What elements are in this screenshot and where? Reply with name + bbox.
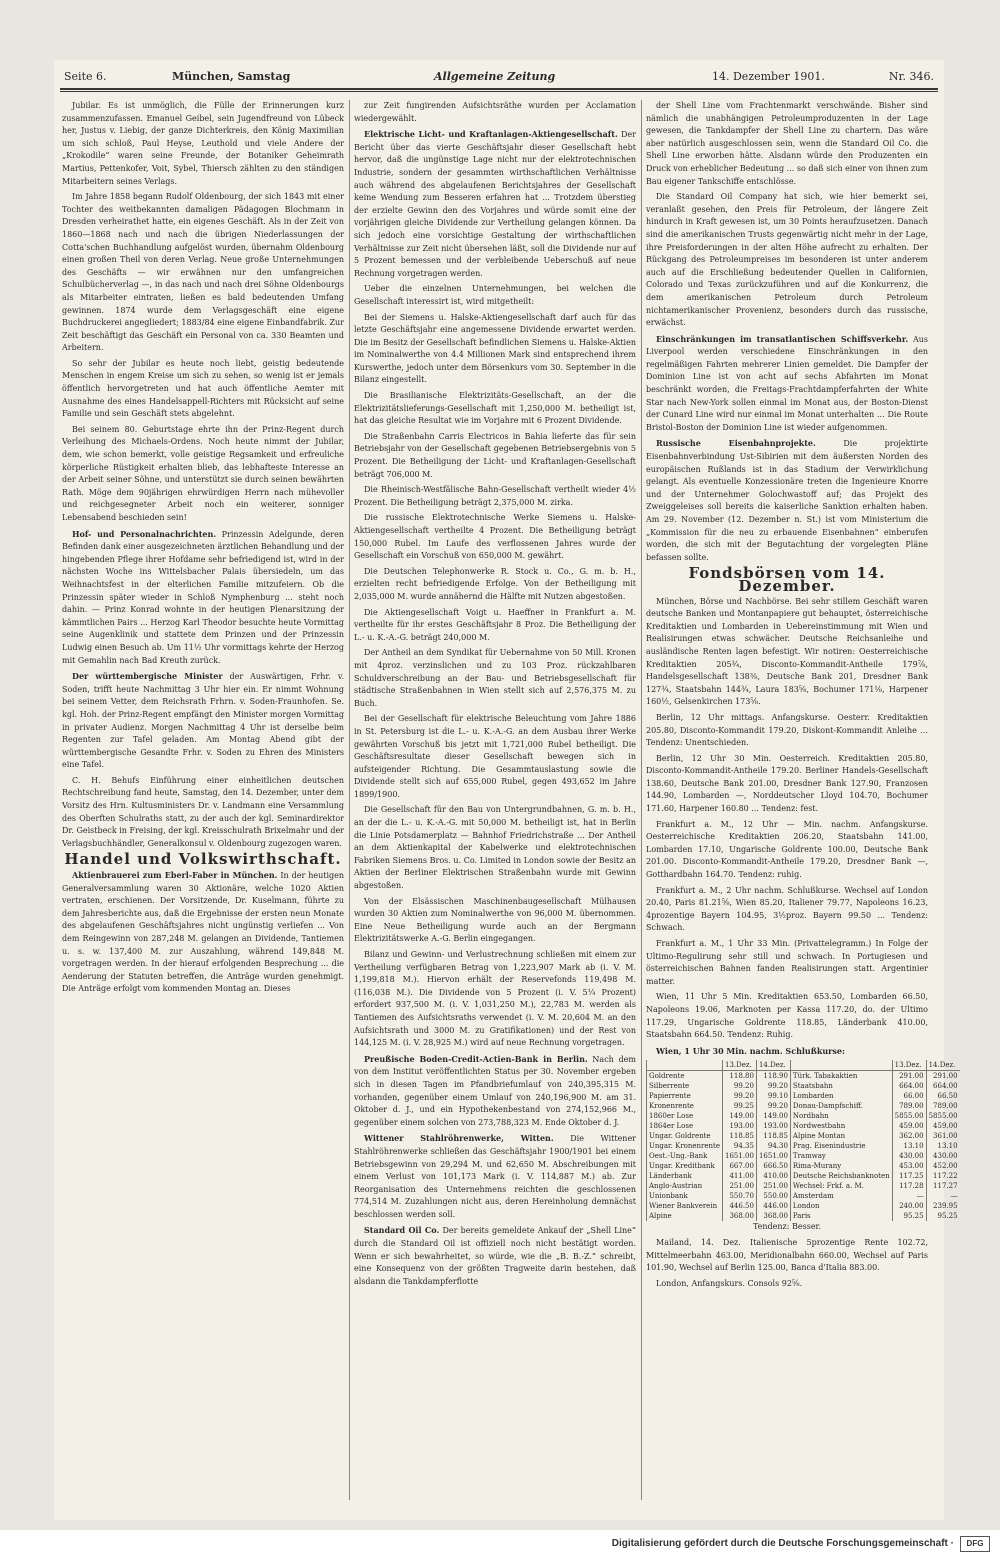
article-heading: Preußische Boden-Credit-Actien-Bank in Berlin.: [364, 1053, 588, 1064]
table-row: [647, 1081, 960, 1091]
table-cell: 117.28: [892, 1181, 926, 1191]
page-label: Seite 6.: [64, 70, 107, 83]
section-title: Fondsbörsen vom 14. Dezember.: [688, 564, 886, 595]
article-text: Die Wittener Stahlröhrenwerke schließen das Geschäftsjahr 1900/1901 bei einem Betriebsgewinn von 29,294 M. und 62,650 M. Abschreibungen mit einem Verlust von 101,173 Mark (i. V. 114,887 M.) ab. Zur Reorganisation des Unternehmens reichten die geschlossenen 774,514 M. Zuzahlungen nicht aus, deren Hereinholung demnächst beschlossen werden soll.: [354, 1134, 636, 1219]
article-text: Die russische Elektrotechnische Werke Siemens u. Halske-Aktiengesellschaft vertheilte 4 Prozent. Die Betheiligung beträgt 150,000 Rubel. Im Laufe des verflossenen Jahres wurde der Gesellschaft ein Vorschuß von 650,000 M. gewährt.: [354, 513, 636, 561]
table-cell: Rima-Murany: [790, 1161, 892, 1171]
table-cell: 118.90: [756, 1071, 790, 1082]
column-separator: [641, 100, 642, 1500]
table-row: [647, 1071, 960, 1082]
table-cell: London: [790, 1201, 892, 1211]
table-cell: Papierrente: [647, 1091, 723, 1101]
table-cell: Silberrente: [647, 1081, 723, 1091]
table-cell: 666.50: [756, 1161, 790, 1171]
table-header-cell: [647, 1060, 723, 1071]
column-1: [62, 100, 344, 1500]
table-cell: Kronenrente: [647, 1101, 723, 1111]
stock-table: [646, 1060, 960, 1221]
table-cell: Alpine Montan: [790, 1131, 892, 1141]
article-text: Von der Elsässischen Maschinenbaugesellschaft Mülhausen wurden 30 Aktien zum Nominalwerthe von 96,000 M. übernommen. Eine Neue Betheiligung wurde auch an der Bergmann Elektrizitätswerke A.-G. Berlin eingegangen.: [354, 896, 636, 944]
newspaper-title: Allgemeine Zeitung: [434, 70, 556, 83]
table-row: [647, 1211, 960, 1221]
table-cell: 664.00: [926, 1081, 959, 1091]
table-cell: Nordwestbahn: [790, 1121, 892, 1131]
table-cell: 118.80: [723, 1071, 757, 1082]
dfg-logo: DFG: [960, 1536, 990, 1552]
table-header-cell: 13.Dez.: [723, 1060, 757, 1071]
table-row: [647, 1181, 960, 1191]
table-cell: 149.00: [723, 1111, 757, 1121]
table-cell: 239.95: [926, 1201, 959, 1211]
table-row: [647, 1161, 960, 1171]
table-cell: Donau-Dampfschiff.: [790, 1101, 892, 1111]
table-cell: 368.00: [756, 1211, 790, 1221]
table-cell: 117.27: [926, 1181, 959, 1191]
column-separator: [349, 100, 350, 1500]
table-cell: 459.00: [926, 1121, 959, 1131]
article-text: der Auswärtigen, Frhr. v. Soden, trifft heute Nachmittag 3 Uhr hier ein. Er nimmt Wohnung bei seinem Vetter, dem Reichsrath Frhrn. v. Soden-Fraunhofen. Se. kgl. Hoh. der Prinz-Regent empfängt den Minister morgen Vormittag in privater Audienz. Morgen Nachmittag 4 Uhr ist derselbe beim Regenten zur Tafel geladen. Am Montag Abend gibt der württembergische Gesandte Frhr. v. Soden zu Ehren des Ministers eine Tafel.: [62, 672, 344, 770]
table-cell: Wiener Bankverein: [647, 1201, 723, 1211]
table-row: [647, 1091, 960, 1101]
table-cell: Tramway: [790, 1151, 892, 1161]
article-text: zur Zeit fungirenden Aufsichtsräthe wurden per Acclamation wiedergewählt.: [354, 101, 636, 123]
table-cell: 149.00: [756, 1111, 790, 1121]
header-rule-thin: [60, 91, 938, 92]
article-text: Die Deutschen Telephonwerke R. Stock u. Co., G. m. b. H., erzielten recht befriedigende Erfolge. Von der Betheiligung mit 2,035,000 M. wurde annähernd die Hälfte mit Nutzen abgestoßen.: [354, 566, 636, 601]
article-text: Die Gesellschaft für den Bau von Untergrundbahnen, G. m. b. H., an der die L.- u. K.-A.-G. mit 50,000 M. betheiligt ist, hat in Berlin die Linie Potsdamerplatz — Bahnhof Friedrichstraße ... Der Antheil an dem Aktienkapital der Kabelwerke und elektrotechnischen Fabriken Siemens Bros. u. Co. Limited in London sowie der Besitz an Aktien der Berliner Elektrischen Straßenbahn wurde mit Gewinn abgestoßen.: [354, 805, 636, 891]
masthead: [64, 66, 934, 90]
table-cell: 117.25: [892, 1171, 926, 1181]
table-cell: 1860er Lose: [647, 1111, 723, 1121]
table-caption: Wien, 1 Uhr 30 Min. nachm. Schlußkurse:: [656, 1045, 845, 1056]
table-cell: Unionbank: [647, 1191, 723, 1201]
table-cell: Ungar. Kreditbank: [647, 1161, 723, 1171]
table-cell: 789.00: [926, 1101, 959, 1111]
table-cell: Oest.-Ung.-Bank: [647, 1151, 723, 1161]
table-cell: 99.20: [756, 1081, 790, 1091]
table-cell: 667.00: [723, 1161, 757, 1171]
table-cell: 99.25: [723, 1101, 757, 1111]
table-cell: Türk. Tabakaktien: [790, 1071, 892, 1082]
section-title: Handel und Volkswirthschaft.: [64, 850, 342, 869]
article-text: Der Bericht über das vierte Geschäftsjahr dieser Gesellschaft hebt hervor, daß die ungünstige Lage nicht nur der elektrotechnischen Industrie, sondern der gesammten wirthschaftlichen Verhältnisse auch während des abgelaufenen Berichtsjahres der Gesellschaft keine Wendung zum Besseren erfahren hat ... Trotzdem überstieg der erzielte Gewinn den des Vorjahres und würde somit eine der vorjährigen gleiche Dividende zur Vertheilung gelangen können. Da sich jedoch eine vorsichtige Gestaltung der wirthschaftlichen Verhältnisse zur Zeit nicht übersehen läßt, soll die Dividende nur auf 5 Prozent bemessen und der verbleibende Ueberschuß auf neue Rechnung vorgetragen werden.: [354, 130, 636, 278]
table-cell: 95.25: [892, 1211, 926, 1221]
table-cell: Paris: [790, 1211, 892, 1221]
table-cell: 368.00: [723, 1211, 757, 1221]
article-heading: Russische Eisenbahnprojekte.: [656, 438, 816, 449]
location-day: München, Samstag: [172, 70, 291, 83]
column-2: [354, 100, 636, 1500]
article-text: Bei der Siemens u. Halske-Aktiengesellschaft darf auch für das letzte Geschäftsjahr eine angemessene Dividende erwartet werden. Die im Besitz der Gesellschaft befindlichen Siemens u. Halske-Aktien im Nominalwerthe von 4.4 Millionen Mark sind entsprechend ihrem Kurswerthe, jedoch unter dem Börsenkurs vom 30. September in die Bilanz eingestellt.: [354, 312, 636, 385]
table-cell: —: [892, 1191, 926, 1201]
table-cell: 95.25: [926, 1211, 959, 1221]
table-cell: 66.50: [926, 1091, 959, 1101]
table-cell: 361.00: [926, 1131, 959, 1141]
table-cell: 550.00: [756, 1191, 790, 1201]
table-cell: 99.20: [723, 1081, 757, 1091]
table-cell: 430.00: [892, 1151, 926, 1161]
table-cell: Amsterdam: [790, 1191, 892, 1201]
table-cell: 453.00: [892, 1161, 926, 1171]
table-cell: 66.00: [892, 1091, 926, 1101]
table-row: [647, 1141, 960, 1151]
table-cell: 459.00: [892, 1121, 926, 1131]
article-text: Die Brasilianische Elektrizitäts-Gesellschaft, an der die Elektrizitätslieferungs-Gesellschaft mit 1,250,000 M. betheiligt ist, hat das gleiche Resultat wie im Vorjahre mit 6 Prozent Dividende.: [354, 391, 636, 426]
table-cell: Ungar. Kronenrente: [647, 1141, 723, 1151]
article-heading: Hof- und Personalnachrichten.: [72, 528, 217, 539]
article-text: Die Straßenbahn Carris Electricos in Bahia lieferte das für sein Betriebsjahr von der Gesellschaft gegebenen Betriebsergebnis von 5 Prozent. Die Betheiligung der Licht- und Kraftanlagen-Gesellschaft beträgt 706,000 M.: [354, 431, 636, 479]
table-header-cell: [790, 1060, 892, 1071]
table-cell: Alpine: [647, 1211, 723, 1221]
table-cell: 411.00: [723, 1171, 757, 1181]
table-cell: 94.30: [756, 1141, 790, 1151]
article-text: München, Börse und Nachbörse. Bei sehr stillem Geschäft waren deutsche Banken und Montanpapiere gut behauptet, österreichische Kreditaktien und Lombarden in Uebereinstimmung mit Wien und Realisirungen etwas schwächer. Deutsche Reichsanleihe und ausländische Renten lagen befestigt. Wir notiren: Oesterreichische Kreditaktien 205¾, Disconto-Kommandit-Antheile 179⅞, Handelsgesellschaft 138⅜, Deutsche Bank 201, Dresdner Bank 127¾, Staatsbahn 144¾, Laura 183⅝, Bochumer 171⅛, Harpener 160½, Gelsenkirchen 173⅝.: [646, 596, 928, 707]
table-cell: 118.85: [756, 1131, 790, 1141]
table-cell: 1651.00: [723, 1151, 757, 1161]
article-text: Nach dem von dem Institut veröffentlichten Status per 30. November ergeben sich in diesen Tagen im Pfandbriefumlauf von 240,395,315 M. vorhanden, gegenüber einem Umlauf von 240,196,900 M. am 31. Oktober d. J., und ein Hypothekenbestand von 274,152,966 M., gegenüber einem solchen von 273,788,323 M. Ende Oktober d. J.: [354, 1054, 637, 1127]
table-cell: 362.00: [892, 1131, 926, 1141]
table-cell: Goldrente: [647, 1071, 723, 1082]
table-cell: 99.10: [756, 1091, 790, 1101]
table-cell: 430.00: [926, 1151, 959, 1161]
table-cell: Wechsel: Frkf. a. M.: [790, 1181, 892, 1191]
article-text: Bei der Gesellschaft für elektrische Beleuchtung vom Jahre 1886 in St. Petersburg ist die L.- u. K.-A.-G. an dem Ausbau ihrer Werke gewährten Vorschuß bis jetzt mit 1,721,000 Rubel betheiligt. Die Geschäftsresultate dieser Gesellschaft bewegen sich in aufsteigender Richtung. Die Gesammtauslastung sowie die Dividende stellt sich auf 655,000 Rubel, gegen 493,652 im Jahre 1899/1900.: [354, 714, 636, 799]
table-cell: 118.85: [723, 1131, 757, 1141]
table-cell: Staatsbahn: [790, 1081, 892, 1091]
article-text: Die projektirte Eisenbahnverbindung Ust-Sibirien mit dem äußersten Norden des europäischen Rußlands ist in das Stadium der Verwirklichung gelangt. Als eventuelle Konzessionäre treten die Ingenieure Knorre und der Unternehmer Golochwastoff auf; das Projekt des Zweiggeleises soll bereits die kaiserliche Sanktion erhalten haben. Am 29. November (12. Dezember n. St.) ist vom Ministerium die „Kommission für die neu zu erbauende Eisenbahnen“ einberufen worden, die sich mit der Begutachtung der vorgelegten Pläne befassen sollte.: [646, 439, 928, 562]
article-text: Aus Liverpool werden verschiedene Einschränkungen in den regelmäßigen Fahrten mehrerer Linien gemeldet. Die Dampfer der Dominion Line ist von acht auf sechs Abfahrten im Monat beschränkt worden, die Freitags-Frachtdampferfahrten der White Star nach New-York sollen einmal im Monat aus, der Boston-Dienst der Cunard Line wird nur einmal im Monat unterhalten ... Die Route Bristol-Boston der Dominion Line ist wieder aufgenommen.: [646, 334, 928, 432]
table-header-row: [647, 1060, 960, 1071]
table-cell: 5855.00: [892, 1111, 926, 1121]
article-text: Ueber die einzelnen Unternehmungen, bei welchen die Gesellschaft interessirt ist, wird mitgetheilt:: [354, 284, 636, 306]
footer-bar: [0, 1530, 1000, 1556]
table-cell: 410.00: [756, 1171, 790, 1181]
article-heading: Einschränkungen im transatlantischen Schiffsverkehr.: [656, 333, 909, 344]
table-header-cell: 13.Dez.: [892, 1060, 926, 1071]
table-cell: 13.10: [926, 1141, 959, 1151]
table-cell: 446.00: [756, 1201, 790, 1211]
issue-date: 14. Dezember 1901.: [712, 70, 825, 83]
table-cell: 240.00: [892, 1201, 926, 1211]
table-header-cell: 14.Dez.: [926, 1060, 959, 1071]
table-cell: 550.70: [723, 1191, 757, 1201]
table-cell: Lombarden: [790, 1091, 892, 1101]
table-row: [647, 1151, 960, 1161]
article-text: C. H. Behufs Einführung einer einheitlichen deutschen Rechtschreibung fand heute, Samstag, den 14. Dezember, unter dem Vorsitz des Hrn. Kultusministers Dr. v. Landmann eine Versammlung des Oberften Schulraths statt, zu der auch der kgl. Seminardirektor Dr. Geistbeck in Freising, der kgl. Kreisschulrath Brixelmahr und der Verlagsbuchhändler, Generalkonsul v. Oldenbourg zugezogen waren.: [62, 775, 344, 848]
article-text: Prinzessin Adelgunde, deren Befinden dank einer ausgezeichneten ärztlichen Behandlung und der hingebenden Pflege ihrer Hofdame sehr befriedigend ist, wird in der nächsten Woche ins Wittelsbacher Palais übersiedeln, um das Weihnachtsfest in der elterlichen Familie mitzufeiern. Ob die Prinzessin später wieder in Schloß Nymphenburg ... steht noch dahin. — Prinz Konrad wohnte in der heutigen Plenarsitzung der kämmtlichen Pairs ... Herzog Karl Theodor besuchte heute Vormittag seine Augenklinik und stattete dem Prinzen und der Prinzessin Ludwig einen Besuch ab. Um 11½ Uhr vormittags kehrte der Herzog mit Gemahlin nach Bad Kreuth zurück.: [62, 529, 344, 665]
article-text: der Shell Line vom Frachtenmarkt verschwände. Bisher sind nämlich die unabhängigen Petroleumproduzenten in der Lage gewesen, die Tankdampfer der Shell Line zu chartern. Das wäre aber natürlich ausgeschlossen sein, wenn die Standard Oil Co. die Shell Line erworben hätte. Alsdann würde den Produzenten ein Druck von erheblicher Bedeutung ... so daß sich einer von ihnen zum Bau eigener Tankschiffe entschlösse.: [646, 101, 928, 186]
table-cell: 251.00: [756, 1181, 790, 1191]
table-cell: 193.00: [723, 1121, 757, 1131]
article-text: Die Standard Oil Company hat sich, wie hier bemerkt sei, veranlaßt gesehen, den Preis für Petroleum, der längere Zeit hindurch in Kraft gewesen ist, um 30 Points heraufzusetzen. Danach sind die amerikanischen Trusts gegenwärtig nicht mehr in der Lage, ihre Preisforderungen in der alten Höhe aufrecht zu erhalten. Der Rückgang des Petroleumpreises im besonderen ist unter anderem auch auf die Erschließung bedeutender Quellen in Californien, Colorado und Texas zurückzuführen und auf die Konkurrenz, die dem amerikanischen Petroleum durch Petroleum nichtamerikanischer Provenienz, besonders durch das russische, erwächst.: [646, 192, 928, 328]
article-text: Frankfurt a. M., 12 Uhr — Min. nachm. Anfangskurse. Oesterreichische Kreditaktien 206.20, Staatsbahn 141.00, Lombarden 17.10, Ungarische Goldrente 100.00, Deutsche Bank 201.00. Disconto-Kommandit-Antheile 179.20, Dresdner Bank —, Gotthardbahn 164.70. Tendenz: ruhig.: [646, 819, 928, 880]
table-cell: —: [926, 1191, 959, 1201]
article-text: Jubilar. Es ist unmöglich, die Fülle der Erinnerungen kurz zusammenzufassen. Emanuel Geibel, sein Jugendfreund von Lübeck her, Justus v. Liebig, der ganze Dichterkreis, den König Maximilian um sich schloß, Paul Heyse, Leuthold und viele Andere der „Krokodile“ waren seine Freunde, der Botaniker Geheimrath Martius, Pettenkofer, Voit, Sybel, Thiersch zählten zu den ständigen Mitarbeitern seines Verlags.: [62, 101, 344, 186]
article-text: Die Aktiengesellschaft Voigt u. Haeffner in Frankfurt a. M. vertheilte für ihr erstes Geschäftsjahr 8 Proz. Die Betheiligung der L.- u. K.-A.-G. beträgt 240,000 M.: [354, 607, 636, 642]
article-text: Frankfurt a. M., 2 Uhr nachm. Schlußkurse. Wechsel auf London 20.40, Paris 81.21⅝, Wien 85.20, Italiener 79.77, Napoleons 16.23, 4prozentige Bayern 104.95, 3½proz. Bayern 99.50 ... Tendenz: Schwach.: [646, 885, 928, 933]
table-cell: 291.00: [926, 1071, 959, 1082]
table-cell: 99.20: [756, 1101, 790, 1111]
table-row: [647, 1111, 960, 1121]
article-text: Im Jahre 1858 begann Rudolf Oldenbourg, der sich 1843 mit einer Tochter des weitbekannten damaligen Pädagogen Blochmann in Dresden verheirathet hatte, ein eigenes Geschäft. Als in der Zeit von 1860—1868 nach und nach die übrigen Niederlassungen der Cotta'schen Buchhandlung aufgelöst wurden, übernahm Oldenbourg einen großen Theil von deren Verlag. Neue große Unternehmungen des Geschäfts — wir erwähnen nur den umfangreichen Schulbücherverlag —, in das nach und nach drei Söhne Oldenbourgs als Mitarbeiter eintraten, ließen es bald bedeutenden Umfang gewinnen. 1874 wurde dem Verlagsgeschäft eine eigene Buchdruckerei angegliedert; 1883/84 eine eigene Einbandfabrik. Zur Zeit beschäftigt das Geschäft ein Personal von ca. 330 Beamten und Arbeitern.: [62, 192, 344, 353]
article-heading: Aktienbrauerei zum Eberl-Faber in München.: [72, 870, 278, 881]
table-cell: 446.50: [723, 1201, 757, 1211]
table-cell: Länderbank: [647, 1171, 723, 1181]
article-heading: Der württembergische Minister: [72, 671, 223, 682]
table-cell: 251.00: [723, 1181, 757, 1191]
table-cell: 193.00: [756, 1121, 790, 1131]
table-row: [647, 1131, 960, 1141]
header-rule: [60, 88, 938, 90]
table-row: [647, 1171, 960, 1181]
table-cell: 13.10: [892, 1141, 926, 1151]
article-text: Bilanz und Gewinn- und Verlustrechnung schließen mit einem zur Vertheilung verfügbaren Betrag von 1,223,907 Mark ab (i. V. M. 1,199,818 M.). Hiervon erhält der Reservefonds 119,498 M. (116,038 M.). Die Dividende von 5 Prozent (i. V. 5¼ Prozent) erfordert 937,500 M. (i. V. 1,031,250 M.), 22,783 M. werden als Tantiemen des Aufsichtsraths verwendet (i. V. M. 20,604 M. an den Aufsichtsrath und 3000 M. zu Gratifikationen) und der Rest von 144,125 M. (i. V. 28,925 M.) wird auf neue Rechnung vorgetragen.: [354, 950, 636, 1048]
market-tendency: Tendenz: Besser.: [752, 1222, 822, 1232]
table-body: [647, 1071, 960, 1222]
article-heading: Elektrische Licht- und Kraftanlagen-Aktiengesellschaft.: [364, 129, 618, 140]
article-text: Berlin, 12 Uhr mittags. Anfangskurse. Oesterr. Kreditaktien 205.80, Disconto-Kommandit 179.20, Diskont-Kommandit Anleihe ... Tendenz: Unentschieden.: [646, 712, 928, 748]
newspaper-page: [54, 60, 958, 1520]
table-row: [647, 1191, 960, 1201]
table-cell: Anglo-Austrian: [647, 1181, 723, 1191]
table-cell: 1864er Lose: [647, 1121, 723, 1131]
table-cell: 664.00: [892, 1081, 926, 1091]
article-heading: Standard Oil Co.: [364, 1225, 440, 1236]
table-cell: Nordbahn: [790, 1111, 892, 1121]
column-3: [646, 100, 958, 1500]
article-text: London, Anfangskurs. Consols 92⅝.: [656, 1278, 803, 1288]
table-row: [647, 1121, 960, 1131]
article-text: Der Antheil an dem Syndikat für Uebernahme von 50 Mill. Kronen mit 4proz. verzinslichen und zu 103 Proz. rückzahlbaren Schuldverschreibung an der Bau- und Betriebsgesellschaft für städtische Straßenbahnen in Wien stellt sich auf 2,576,375 M. zu Buch.: [354, 648, 636, 708]
table-cell: 5855.00: [926, 1111, 959, 1121]
article-text: Der bereits gemeldete Ankauf der „Shell Line“ durch die Standard Oil ist offiziell noch nicht bestätigt worden. Wenn er sich bewahrheitet, so würde, wie die „B. B.-Z.“ schreibt, eine Konsequenz von der größten Tragweite darin bestehen, daß alsdann die Tankdampferflotte: [354, 1226, 637, 1286]
table-cell: 99.20: [723, 1091, 757, 1101]
table-cell: 117.22: [926, 1171, 959, 1181]
table-cell: 452.00: [926, 1161, 959, 1171]
table-cell: 1651.00: [756, 1151, 790, 1161]
table-cell: Deutsche Reichsbanknoten: [790, 1171, 892, 1181]
article-text: Berlin, 12 Uhr 30 Min. Oesterreich. Kreditaktien 205.80, Disconto-Kommandit-Antheile 179.20. Berliner Handels-Gesellschaft 138.60, Deutsche Bank 201.00, Dresdner Bank 127.90, Franzosen 144.90, Lombarden —, Norddeutscher Lloyd 104.70, Bochumer 171.60, Harpener 160.80 ... Tendenz: fest.: [646, 753, 928, 814]
table-cell: 94.35: [723, 1141, 757, 1151]
article-text: Frankfurt a. M., 1 Uhr 33 Min. (Privattelegramm.) In Folge der Ultimo-Regulirung sehr still und schwach. In Portugiesen und österreichischen Bahnen fanden Realisirungen statt. Argentinier matter.: [646, 939, 928, 986]
article-text: Mailand, 14. Dez. Italienische 5prozentige Rente 102.72, Mittelmeerbahn 463.00, Meridionalbahn 660.00, Wechsel auf Paris 101.90, Wechsel auf Berlin 125.00, Banca d'Italia 883.00.: [646, 1237, 928, 1273]
article-text: Die Rheinisch-Westfälische Bahn-Gesellschaft vertheilt wieder 4½ Prozent. Die Betheiligung beträgt 2,375,000 M. zirka.: [354, 485, 636, 507]
article-text: Wien, 11 Uhr 5 Min. Kreditaktien 653.50, Lombarden 66.50, Napoleons 19.06, Marknoten per Kassa 117.20, do. der Ultimo 117.29, Ungarische Goldrente 118.85, Länderbank 410.00, Staatsbahn 664.50. Tendenz: Ruhig.: [646, 992, 928, 1040]
table-header-cell: 14.Dez.: [756, 1060, 790, 1071]
table-cell: 291.00: [892, 1071, 926, 1082]
issue-number: Nr. 346.: [888, 70, 934, 83]
table-cell: Prag. Eisenindustrie: [790, 1141, 892, 1151]
table-row: [647, 1101, 960, 1111]
table-row: [647, 1201, 960, 1211]
table-cell: Ungar. Goldrente: [647, 1131, 723, 1141]
article-text: So sehr der Jubilar es heute noch liebt, geistig bedeutende Menschen in engem Kreise um sich zu sehen, so wenig ist er jemals öffentlich hervorgetreten und hat auch öffentliche Aemter mit Ausnahme des eines Handelsappell-Richters mit Rücksicht auf seine Familie und sein Geschäft stets abgelehnt.: [62, 358, 344, 419]
article-text: In der heutigen Generalversammlung waren 30 Aktionäre, welche 1020 Aktien vertraten, erschienen. Der Vorsitzende, Dr. Kuselmann, führte zu dem Jahresberichte aus, daß die Ergebnisse der ersten neun Monate des abgelaufenen Geschäftsjahres nicht ungünstig verliefen ... Von dem Reingewinn von 287,248 M. gelangen an Dividende, Tantiemen u. s. w. 137,400 M. zur Auszahlung, während 149,848 M. vorgetragen werden. In der hierauf erfolgenden Besprechung ... die Aenderung der Statuten betreffen, die Anträge wurden genehmigt. Die Anträge erfolgt vom kommenden Montag an. Dieses: [62, 871, 345, 994]
table-cell: 789.00: [892, 1101, 926, 1111]
article-text: Bei seinem 80. Geburtstage ehrte ihn der Prinz-Regent durch Verleihung des Michaels-Ordens. Noch heute nimmt der Jubilar, dem, wie schon bemerkt, volle geistige Regsamkeit und erfreuliche körperliche Rüstigkeit erhalten blieb, das lebhafteste Interesse an der Arbeit seiner Söhne, und unterstützt sie durch seinen bewährten Rath. Möge dem 90jährigen ehrwürdigen Herrn nach mühevoller und reichgesegneter Arbeit noch ein weiterer, sonniger Lebensabend beschieden sein!: [62, 424, 344, 522]
funding-notice: Digitalisierung gefördert durch die Deutsche Forschungsgemeinschaft ·: [611, 1538, 954, 1549]
article-heading: Wittener Stahlröhrenwerke, Witten.: [364, 1133, 554, 1144]
